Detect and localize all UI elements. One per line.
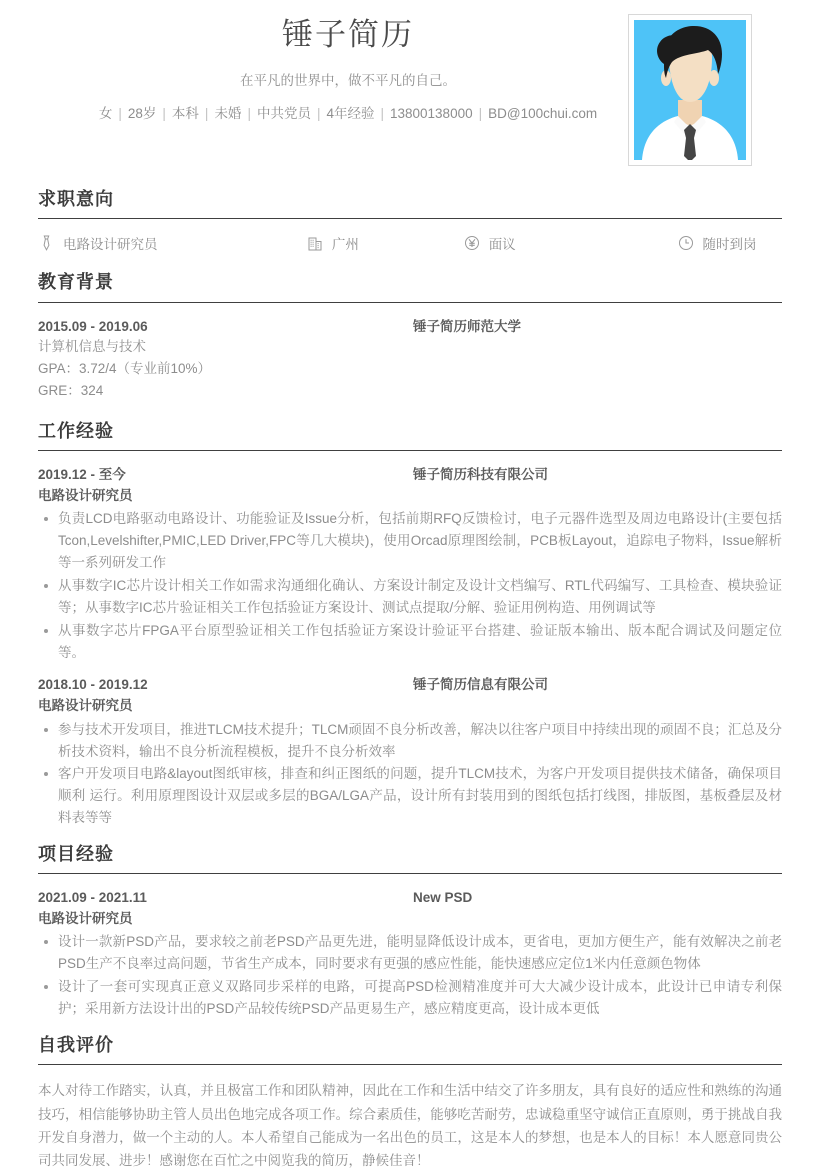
meta-email: BD@100chui.com bbox=[488, 106, 598, 121]
meta-separator: | bbox=[162, 106, 166, 121]
intent-position-label: 电路设计研究员 bbox=[63, 237, 158, 253]
entry-organization: New PSD bbox=[413, 890, 473, 906]
entry-header-row bbox=[38, 465, 782, 485]
list-item: 设计了一套可实现真正意义双路同步采样的电路，可提高PSD检测精准度并可大大减少设计成本，此设计已申请专利保护；采用新方法设计出的PSD产品较传统PSD产品更易生产，感应精度更高，设计成本更低 bbox=[38, 976, 782, 1020]
intent-salary bbox=[464, 233, 678, 253]
entry-date: 2021.09 - 2021.11 bbox=[38, 890, 147, 906]
header-text-block bbox=[48, 16, 648, 124]
project-entry bbox=[38, 888, 782, 1020]
education-gre: GRE：324 bbox=[38, 383, 104, 399]
avatar-illustration bbox=[634, 20, 746, 160]
building-icon bbox=[307, 235, 324, 252]
meta-separator: | bbox=[204, 106, 209, 121]
list-item: 从事数字芯片FPGA平台原型验证相关工作包括验证方案设计验证平台搭建、验证版本输出、版本配合调试及问题定位等。 bbox=[38, 620, 782, 664]
work-entry bbox=[38, 675, 782, 828]
meta-separator: | bbox=[247, 106, 251, 121]
entry-header-row bbox=[38, 675, 782, 695]
list-item: 设计一款新PSD产品，要求较之前老PSD产品更先进，能明显降低设计成本，更省电，更加方便生产，能有效解决之前老PSD生产不良率过高问题，节省生产成本，同时要求有更强的感应性能，能快速感应定位1米内任意颜色物体 bbox=[38, 931, 782, 975]
section-divider bbox=[38, 218, 782, 219]
section-title: 教育背景 bbox=[38, 272, 114, 293]
work-entry bbox=[38, 465, 782, 663]
resume-header bbox=[38, 0, 782, 170]
section-project-experience bbox=[38, 843, 782, 1020]
section-title: 工作经验 bbox=[38, 420, 114, 441]
entry-organization: 锤子简历科技有限公司 bbox=[413, 467, 548, 483]
education-major: 计算机信息与技术 bbox=[38, 339, 146, 355]
entry-date: 2015.09 - 2019.06 bbox=[38, 318, 148, 334]
meta-separator: | bbox=[316, 106, 321, 121]
meta-marital: 未婚 bbox=[214, 106, 242, 121]
section-divider bbox=[38, 302, 782, 303]
meta-degree: 本科 bbox=[171, 106, 199, 121]
education-entry bbox=[38, 317, 782, 402]
meta-gender: 女 bbox=[98, 106, 113, 121]
entry-date: 2018.10 - 2019.12 bbox=[38, 677, 148, 693]
intent-position bbox=[38, 233, 307, 253]
entry-role: 电路设计研究员 bbox=[38, 910, 133, 926]
meta-phone: 13800138000 bbox=[390, 106, 473, 121]
section-divider bbox=[38, 1064, 782, 1065]
section-self-evaluation bbox=[38, 1034, 782, 1172]
entry-role: 电路设计研究员 bbox=[38, 698, 133, 714]
meta-separator: | bbox=[380, 106, 384, 121]
self-evaluation-text: 本人对待工作踏实，认真，并且极富工作和团队精神，因此在工作和生活中结交了许多朋友，具有良好的适应性和熟练的沟通技巧，相信能够协助主管人员出色地完成各项工作。综合素质佳，能够吃苦耐劳，忠诚稳重坚守诚信正直原则，勇于挑战自我开发自身潜力，做一个主动的人。本人希望自己能成为一名出色的员工，这是本人的梦想，也是本人的目标！本人愿意同贵公司共同发展、进步！感谢您在百忙之中阅览我的简历，静候佳音！ bbox=[38, 1083, 782, 1168]
entry-bullet-list bbox=[38, 719, 782, 829]
job-intention-row bbox=[38, 233, 782, 253]
intent-city bbox=[307, 233, 464, 253]
clock-icon bbox=[677, 235, 694, 252]
section-work-experience bbox=[38, 420, 782, 829]
section-title: 自我评价 bbox=[38, 1034, 114, 1055]
yen-icon bbox=[464, 235, 481, 252]
list-item: 参与技术开发项目，推进TLCM技术提升；TLCM顽固不良分析改善，解决以往客户项目中持续出现的顽固不良；汇总及分析技术资料，输出不良分析流程模板，提升不良分析效率 bbox=[38, 719, 782, 763]
slogan: 在平凡的世界中，做不平凡的自己。 bbox=[240, 72, 456, 88]
avatar bbox=[628, 14, 752, 166]
intent-city-label: 广州 bbox=[331, 237, 359, 253]
meta-separator: | bbox=[118, 106, 122, 121]
intent-availability-label: 随时到岗 bbox=[702, 237, 757, 253]
entry-bullet-list bbox=[38, 508, 782, 663]
entry-role: 电路设计研究员 bbox=[38, 487, 133, 503]
section-education bbox=[38, 271, 782, 402]
meta-age: 28岁 bbox=[127, 106, 157, 121]
entry-header-row bbox=[38, 317, 782, 337]
list-item: 负责LCD电路驱动电路设计、功能验证及Issue分析，包括前期RFQ反馈检讨，电子元器件选型及周边电路设计(主要包括 Tcon,Levelshifter,PMIC,LED Driver,FPC等几大模块)，使用Orcad原理图绘制，PCB板Layout，追踪电子物料，Issue解析等一系列研发工作 bbox=[38, 508, 782, 574]
section-divider bbox=[38, 450, 782, 451]
meta-separator: | bbox=[478, 106, 483, 121]
section-title: 求职意向 bbox=[38, 189, 114, 209]
section-job-intention bbox=[38, 188, 782, 253]
section-divider bbox=[38, 873, 782, 874]
intent-availability bbox=[677, 233, 782, 253]
section-title: 项目经验 bbox=[38, 843, 114, 864]
avatar-person-icon bbox=[634, 20, 746, 160]
personal-meta-line bbox=[48, 104, 648, 124]
intent-salary-label: 面议 bbox=[488, 237, 516, 253]
entry-organization: 锤子简历师范大学 bbox=[413, 318, 521, 334]
entry-date: 2019.12 - 至今 bbox=[38, 467, 126, 483]
meta-experience: 4年经验 bbox=[326, 106, 375, 121]
meta-political: 中共党员 bbox=[256, 106, 311, 121]
page-title: 锤子简历 bbox=[282, 17, 414, 52]
entry-organization: 锤子简历信息有限公司 bbox=[413, 677, 548, 693]
entry-header-row bbox=[38, 888, 782, 908]
tie-icon bbox=[38, 235, 55, 252]
list-item: 从事数字IC芯片设计相关工作如需求沟通细化确认、方案设计制定及设计文档编写、RTL代码编写、工具检查、模块验证等；从事数字IC芯片验证相关工作包括验证方案设计、测试点提取/分解、验证用例构造、用例调试等 bbox=[38, 575, 782, 619]
education-gpa: GPA：3.72/4（专业前10%） bbox=[38, 361, 212, 377]
entry-bullet-list bbox=[38, 931, 782, 1019]
list-item: 客户开发项目电路&layout图纸审核，排查和纠正图纸的问题，提升TLCM技术，为客户开发项目提供技术储备，确保项目顺利 运行。利用原理图设计双层或多层的BGA/LGA产品，设计所有封装用到的图纸包括打线图，排版图，基板叠层及材料表等等 bbox=[38, 763, 782, 829]
